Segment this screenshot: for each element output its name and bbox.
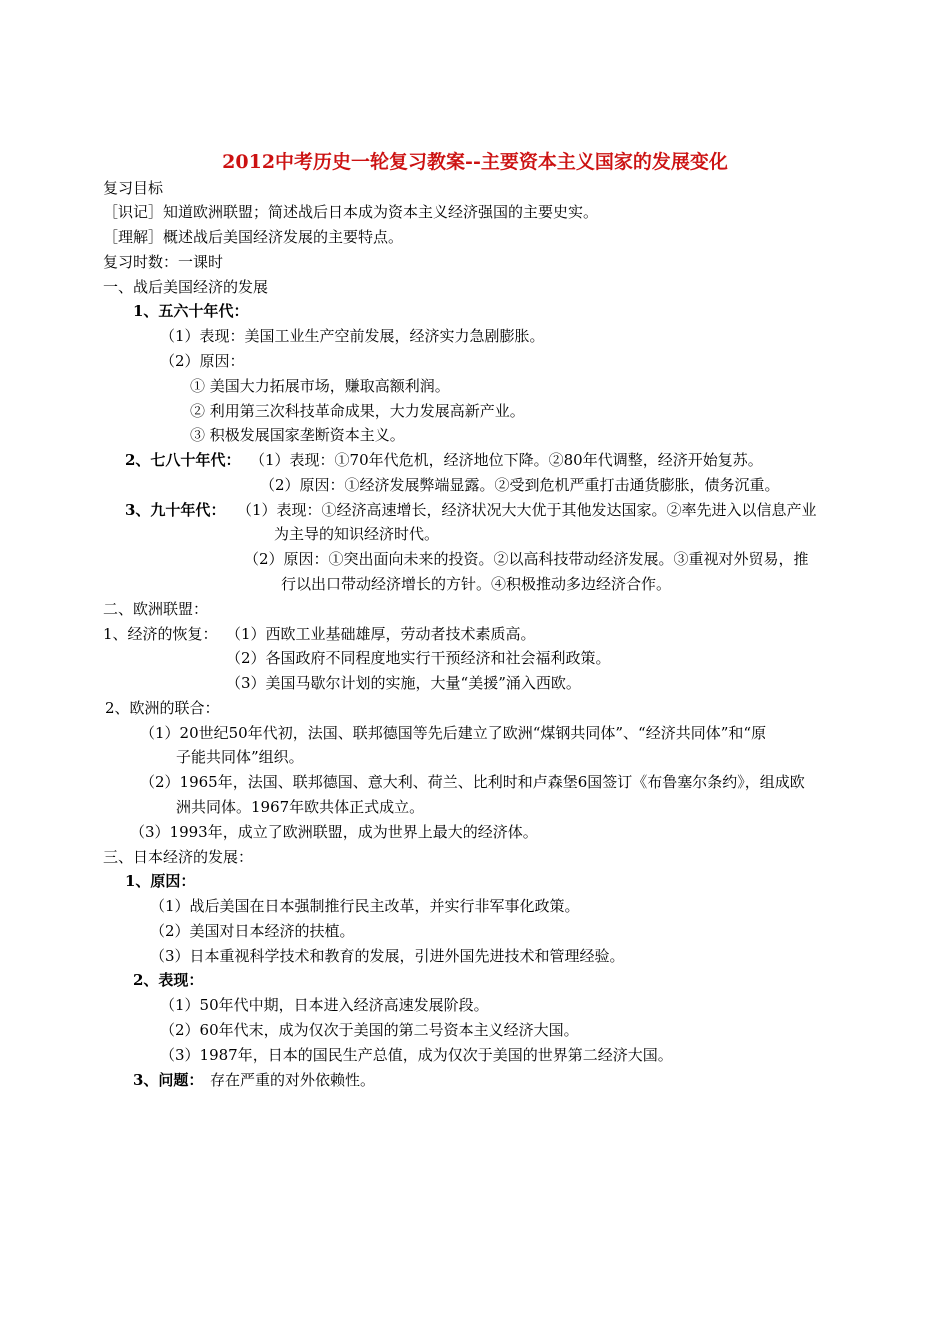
page-title: 2012中考历史一轮复习教案--主要资本主义国家的发展变化 (222, 151, 728, 173)
list-item: ③ 积极发展国家垄断资本主义。 (190, 426, 405, 444)
list-item-continuation: 洲共同体。1967年欧共体正式成立。 (176, 798, 425, 816)
list-item: （1）50年代中期，日本进入经济高速发展阶段。 (160, 996, 489, 1014)
list-item: （3）美国马歇尔计划的实施，大量“美援”涌入西欧。 (226, 674, 581, 692)
goal-understand: ［理解］概述战后美国经济发展的主要特点。 (103, 228, 404, 246)
section-heading-3: 三、日本经济的发展： (103, 848, 254, 866)
section-heading-1: 一、战后美国经济的发展 (103, 278, 269, 296)
subheading-1-1: 1、五六十年代： (133, 302, 249, 320)
subheading-3-1: 1、原因： (125, 872, 196, 890)
list-item: （3）1987年，日本的国民生产总值，成为仅次于美国的世界第二经济大国。 (160, 1046, 673, 1064)
list-item: （2）原因： (160, 352, 245, 370)
list-item-continuation: 行以出口带动经济增长的方针。④积极推动多边经济合作。 (281, 575, 672, 593)
list-item: （1）表现：①70年代危机，经济地位下降。②80年代调整，经济开始复苏。 (250, 451, 763, 469)
subheading-3-2: 2、表现： (133, 971, 204, 989)
review-hours: 复习时数：一课时 (103, 253, 224, 271)
list-item: （1）20世纪50年代初，法国、联邦德国等先后建立了欧洲“煤钢共同体”、“经济共同体”和“原 (140, 724, 767, 742)
list-item: （1）西欧工业基础雄厚，劳动者技术素质高。 (226, 625, 536, 643)
list-item: （2）原因：①突出面向未来的投资。②以高科技带动经济发展。③重视对外贸易，推 (244, 550, 809, 568)
subheading-2-2: 2、欧洲的联合： (105, 699, 220, 717)
review-goals-heading: 复习目标 (103, 179, 164, 197)
list-item: （2）60年代末，成为仅次于美国的第二号资本主义经济大国。 (160, 1021, 579, 1039)
subheading-1-3: 3、九十年代： (125, 501, 226, 519)
list-item: （2）原因：①经济发展弊端显露。②受到危机严重打击通货膨胀，债务沉重。 (260, 476, 780, 494)
list-item: （1）表现：①经济高速增长，经济状况大大优于其他发达国家。②率先进入以信息产业 (237, 501, 817, 519)
list-item: 存在严重的对外依赖性。 (210, 1071, 376, 1089)
list-item: （2）1965年，法国、联邦德国、意大利、荷兰、比利时和卢森堡6国签订《布鲁塞尔条约》，组成欧 (140, 773, 805, 791)
list-item: （3）日本重视科学技术和教育的发展，引进外国先进技术和管理经验。 (150, 947, 625, 965)
list-item: ② 利用第三次科技革命成果，大力发展高新产业。 (190, 402, 525, 420)
list-item: （2）美国对日本经济的扶植。 (150, 922, 355, 940)
list-item: （1）表现：美国工业生产空前发展，经济实力急剧膨胀。 (160, 327, 545, 345)
subheading-1-2: 2、七八十年代： (125, 451, 241, 469)
list-item-continuation: 子能共同体”组织。 (176, 748, 304, 766)
list-item-continuation: 为主导的知识经济时代。 (274, 525, 440, 543)
list-item: （2）各国政府不同程度地实行干预经济和社会福利政策。 (226, 649, 611, 667)
list-item: ① 美国大力拓展市场，赚取高额利润。 (190, 377, 450, 395)
list-item: （1）战后美国在日本强制推行民主改革，并实行非军事化政策。 (150, 897, 580, 915)
subheading-3-3: 3、问题： (133, 1071, 204, 1089)
goal-recall: ［识记］知道欧洲联盟；简述战后日本成为资本主义经济强国的主要史实。 (103, 203, 599, 221)
subheading-2-1: 1、经济的恢复： (103, 625, 218, 643)
section-heading-2: 二、欧洲联盟： (103, 600, 209, 618)
list-item: （3）1993年，成立了欧洲联盟，成为世界上最大的经济体。 (130, 823, 538, 841)
